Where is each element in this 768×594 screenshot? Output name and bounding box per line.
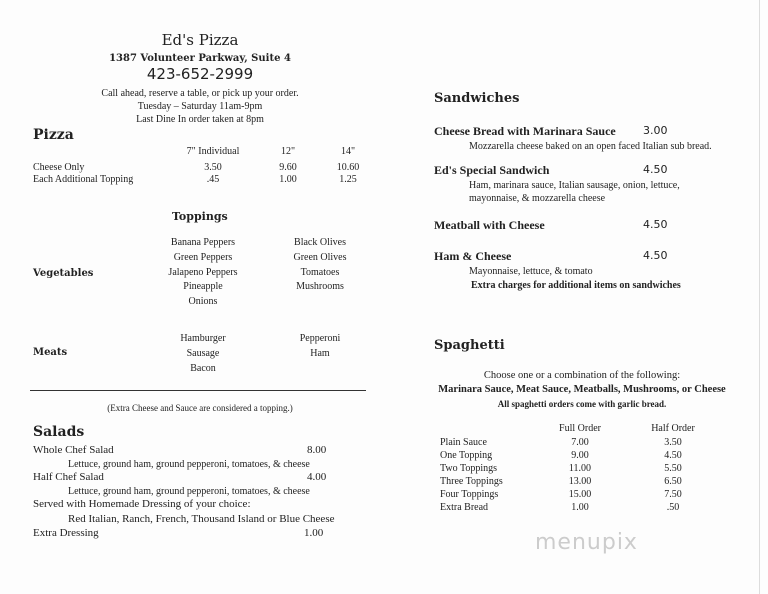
price: 4.00: [307, 471, 327, 483]
size-header: 7" Individual: [186, 146, 240, 157]
size-header: 12": [280, 146, 296, 157]
hours: Tuesday – Saturday 11am-9pm: [137, 101, 263, 112]
topping: Jalapeno Peppers: [168, 266, 238, 278]
page-edge: [759, 0, 760, 594]
price: 9.60: [279, 162, 297, 173]
last-dine-in: Last Dine In order taken at 8pm: [136, 114, 264, 125]
spaghetti-row-label: Two Toppings: [440, 463, 498, 474]
spaghetti-row-label: Four Toppings: [440, 489, 499, 500]
spaghetti-row-label: Three Toppings: [440, 476, 503, 487]
price: 3.50: [664, 437, 682, 448]
topping: Onions: [188, 296, 218, 308]
salad-name: Whole Chef Salad: [33, 444, 114, 456]
topping: Banana Peppers: [170, 237, 236, 248]
col-header: Half Order: [651, 423, 695, 434]
price: .50: [666, 502, 680, 513]
vegetables-label: Vegetables: [33, 268, 94, 279]
price: 4.50: [643, 249, 668, 262]
spaghetti-heading: Spaghetti: [434, 338, 505, 353]
phone: 423-652-2999: [146, 65, 254, 83]
price: 3.00: [643, 124, 668, 137]
price: 9.00: [571, 450, 589, 461]
price: 7.50: [664, 489, 682, 500]
salad-desc: Lettuce, ground ham, ground pepperoni, tomatoes, & cheese: [68, 486, 310, 497]
dressing-note: Served with Homemade Dressing of your choice:: [33, 498, 251, 510]
price: 13.00: [568, 476, 592, 487]
price: 3.50: [204, 162, 222, 173]
toppings-heading: Toppings: [172, 210, 228, 223]
garlic-bread-note: All spaghetti orders come with garlic bread.: [497, 399, 667, 409]
salads-heading: Salads: [33, 424, 85, 440]
sandwich-note: Extra charges for additional items on sandwiches: [471, 280, 681, 291]
sandwich-name: Meatball with Cheese: [434, 218, 545, 232]
price: 4.50: [643, 163, 668, 176]
price: .45: [206, 174, 220, 185]
call-ahead: Call ahead, reserve a table, or pick up your order.: [101, 88, 299, 99]
topping: Ham: [310, 347, 330, 359]
spaghetti-row-label: One Topping: [440, 450, 493, 461]
price: 1.00: [304, 527, 324, 539]
meat-col2: [300, 332, 341, 362]
price: 15.00: [568, 489, 592, 500]
veg-col2: [293, 236, 346, 295]
address: 1387 Volunteer Parkway, Suite 4: [109, 53, 291, 64]
restaurant-name: Ed's Pizza: [161, 31, 239, 49]
topping: Sausage: [186, 347, 220, 359]
veg-col1: [168, 236, 237, 310]
spaghetti-row-label: Extra Bread: [440, 502, 489, 513]
pizza-row-label: Cheese Only: [33, 162, 85, 173]
topping: Pineapple: [183, 281, 223, 293]
topping-note: (Extra Cheese and Sauce are considered a topping.): [107, 403, 293, 413]
divider: [30, 390, 366, 391]
sandwich-desc: Mayonnaise, lettuce, & tomato: [469, 266, 593, 277]
sandwich-name: Ham & Cheese: [434, 249, 512, 263]
dressing-options: Red Italian, Ranch, French, Thousand Island or Blue Cheese: [68, 513, 335, 525]
sandwiches-heading: Sandwiches: [434, 91, 520, 106]
sandwich-desc: Ham, marinara sauce, Italian sausage, onion, lettuce,: [469, 180, 680, 191]
col-header: Full Order: [559, 423, 601, 434]
size-header: 14": [340, 146, 356, 157]
price: 1.00: [571, 502, 589, 513]
topping: Green Peppers: [173, 251, 233, 263]
price: 4.50: [664, 450, 682, 461]
price: 1.25: [339, 174, 357, 185]
salad-name: Half Chef Salad: [33, 471, 104, 483]
sandwich-desc: Mozzarella cheese baked on an open faced Italian sub bread.: [469, 141, 712, 152]
sandwich-name: Cheese Bread with Marinara Sauce: [434, 124, 616, 138]
salad-desc: Lettuce, ground ham, ground pepperoni, tomatoes, & cheese: [68, 459, 310, 470]
spaghetti-row-label: Plain Sauce: [440, 437, 487, 448]
extra-dressing: Extra Dressing: [33, 527, 99, 539]
watermark: menupix: [535, 530, 638, 555]
price: 7.00: [571, 437, 589, 448]
topping: Tomatoes: [300, 266, 340, 278]
price: 5.50: [664, 463, 682, 474]
spaghetti-options: Marinara Sauce, Meat Sauce, Meatballs, Mushrooms, or Cheese: [438, 384, 726, 395]
topping: Hamburger: [180, 333, 226, 344]
price: 11.00: [568, 463, 592, 474]
topping: Mushrooms: [296, 281, 344, 293]
topping: Pepperoni: [299, 333, 341, 344]
price: 4.50: [643, 218, 668, 231]
topping: Bacon: [190, 362, 216, 374]
price: 8.00: [307, 444, 327, 456]
sandwich-desc: mayonnaise, & mozzarella cheese: [469, 193, 606, 204]
price: 6.50: [664, 476, 682, 487]
price: 1.00: [279, 174, 297, 185]
topping: Black Olives: [294, 237, 346, 248]
spaghetti-intro: Choose one or a combination of the following:: [483, 370, 681, 381]
topping: Green Olives: [293, 251, 347, 263]
meat-col1: [180, 332, 225, 376]
pizza-row-label: Each Additional Topping: [33, 174, 134, 185]
pizza-heading: Pizza: [33, 127, 74, 143]
meats-label: Meats: [33, 347, 68, 358]
price: 10.60: [336, 162, 360, 173]
sandwich-name: Ed's Special Sandwich: [434, 163, 550, 177]
